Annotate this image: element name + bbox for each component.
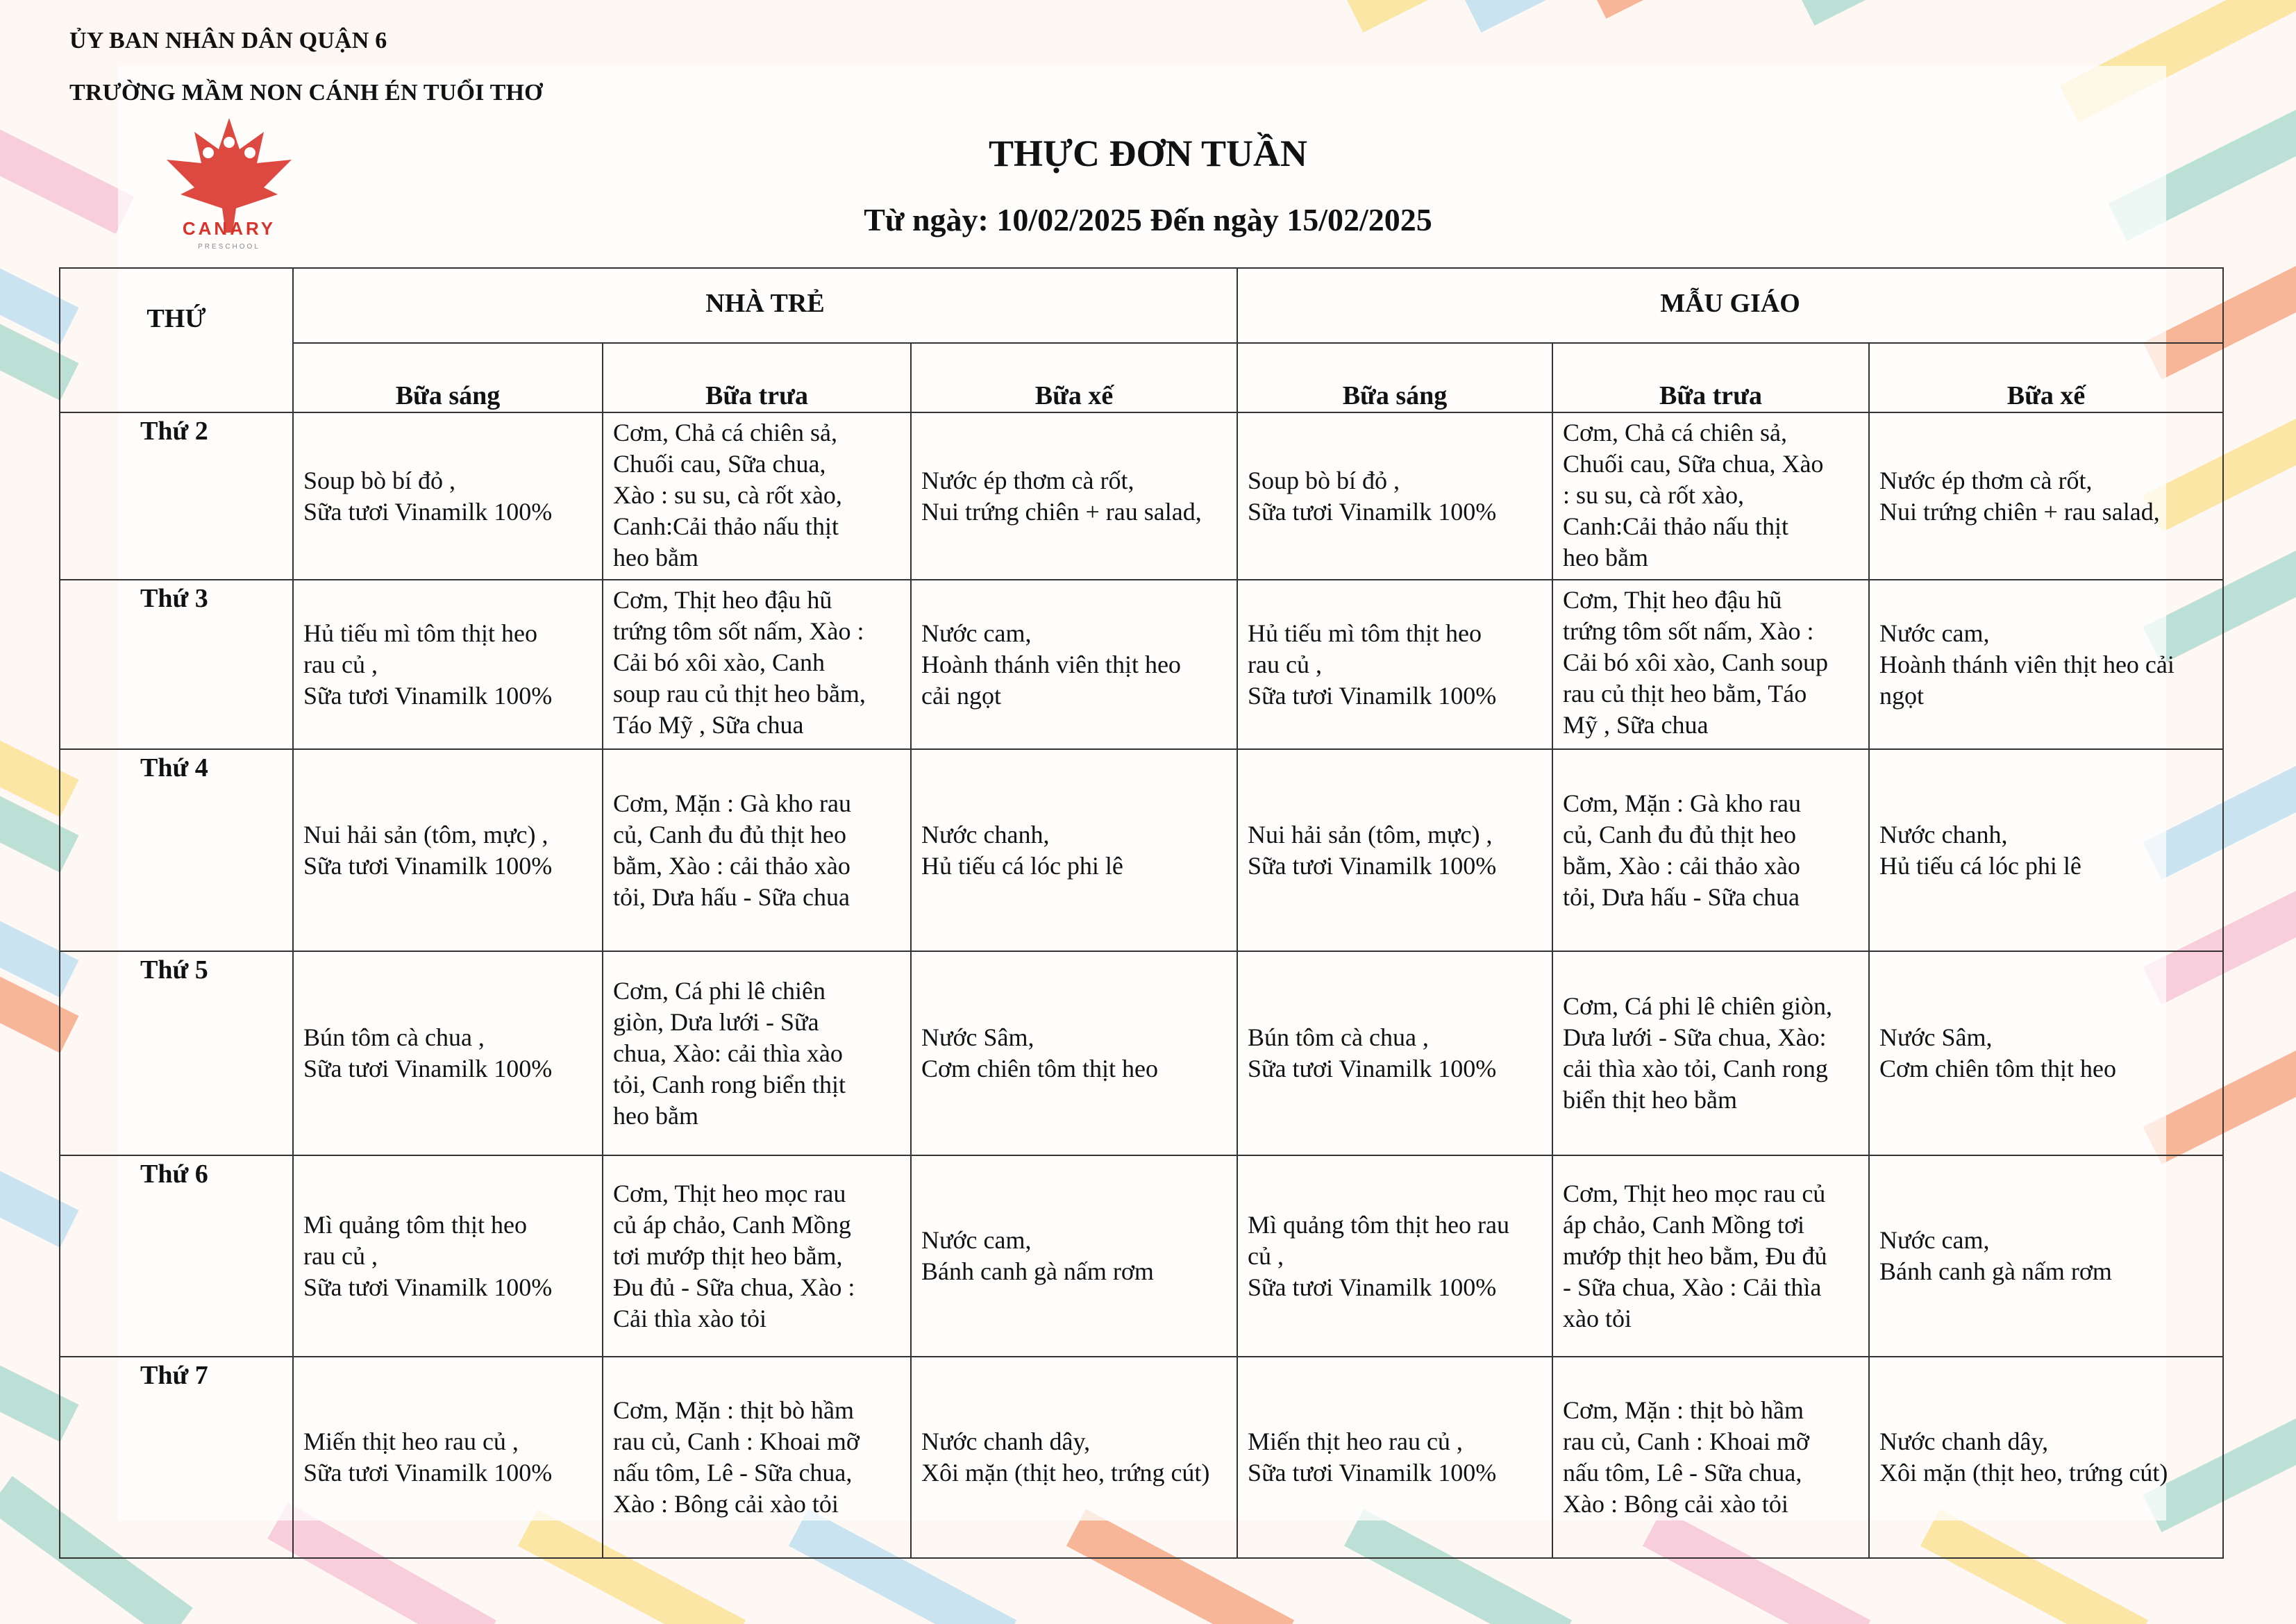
mau-giao-header: MẪU GIÁO [1237,268,2223,343]
menu-cell: Bún tôm cà chua , Sữa tươi Vinamilk 100% [1237,951,1552,1155]
school-name: TRƯỜNG MẦM NON CÁNH ÉN TUỔI THƠ [69,80,543,106]
menu-cell: Cơm, Mặn : Gà kho rau củ, Canh đu đủ thịt heo bằm, Xào : cải thảo xào tỏi, Dưa hấu - Sữa chua [603,749,911,951]
menu-cell: Mì quảng tôm thịt heo rau củ , Sữa tươi Vinamilk 100% [1237,1155,1552,1357]
table-row [60,951,2223,1155]
menu-cell: Cơm, Cá phi lê chiên giòn, Dưa lưới - Sữa chua, Xào: cải thìa xào tỏi, Canh rong biển thịt heo bằm [1552,951,1869,1155]
menu-cell: Nước ép thơm cà rốt, Nui trứng chiên + rau salad, [1869,412,2223,580]
menu-cell: Miến thịt heo rau củ , Sữa tươi Vinamilk 100% [293,1357,603,1558]
logo-text: CANARY [182,218,276,239]
menu-cell: Soup bò bí đỏ , Sữa tươi Vinamilk 100% [293,412,603,580]
weekly-menu-table [59,267,2224,1559]
menu-cell: Cơm, Mặn : thịt bò hầm rau củ, Canh : Khoai mỡ nấu tôm, Lê - Sữa chua, Xào : Bông cải xào tỏi [603,1357,911,1558]
menu-cell: Nước cam, Bánh canh gà nấm rơm [911,1155,1237,1357]
meal-header: Bữa sáng [1237,343,1552,412]
page-title: THỰC ĐƠN TUẦN [988,133,1308,174]
day-label: Thứ 7 [60,1357,293,1558]
meal-header: Bữa xế [1869,343,2223,412]
meal-header: Bữa trưa [1552,343,1869,412]
menu-cell: Nước Sâm, Cơm chiên tôm thịt heo [911,951,1237,1155]
menu-cell: Miến thịt heo rau củ , Sữa tươi Vinamilk 100% [1237,1357,1552,1558]
date-range: Từ ngày: 10/02/2025 Đến ngày 15/02/2025 [864,202,1432,237]
meal-header: Bữa sáng [293,343,603,412]
day-label: Thứ 4 [60,749,293,951]
menu-cell: Cơm, Chả cá chiên sả, Chuối cau, Sữa chua, Xào : su su, cà rốt xào, Canh:Cải thảo nấu thịt heo bằm [1552,412,1869,580]
table-row [60,1155,2223,1357]
nha-tre-header: NHÀ TRẺ [293,268,1237,343]
menu-cell: Nước chanh dây, Xôi mặn (thịt heo, trứng cút) [1869,1357,2223,1558]
menu-cell: Cơm, Thịt heo đậu hũ trứng tôm sốt nấm, Xào : Cải bó xôi xào, Canh soup rau củ thịt heo bằm, Táo Mỹ , Sữa chua [603,580,911,749]
menu-cell: Nước ép thơm cà rốt, Nui trứng chiên + rau salad, [911,412,1237,580]
org-name: ỦY BAN NHÂN DÂN QUẬN 6 [69,28,387,53]
day-label: Thứ 5 [60,951,293,1155]
menu-cell: Bún tôm cà chua , Sữa tươi Vinamilk 100% [293,951,603,1155]
menu-cell: Cơm, Thịt heo mọc rau củ áp chảo, Canh Mồng tơi mướp thịt heo bằm, Đu đủ - Sữa chua, Xào : Cải thìa xào tỏi [1552,1155,1869,1357]
table-row [60,1357,2223,1558]
day-label: Thứ 2 [60,412,293,580]
menu-cell: Cơm, Mặn : thịt bò hầm rau củ, Canh : Khoai mỡ nấu tôm, Lê - Sữa chua, Xào : Bông cải xào tỏi [1552,1357,1869,1558]
table-row [60,412,2223,580]
menu-cell: Nước chanh, Hủ tiếu cá lóc phi lê [1869,749,2223,951]
menu-cell: Cơm, Thịt heo mọc rau củ áp chảo, Canh Mồng tơi mướp thịt heo bằm, Đu đủ - Sữa chua, Xào : Cải thìa xào tỏi [603,1155,911,1357]
logo-subtext: PRESCHOOL [198,243,260,251]
day-column-header: THỨ [60,268,293,412]
menu-cell: Cơm, Mặn : Gà kho rau củ, Canh đu đủ thịt heo bằm, Xào : cải thảo xào tỏi, Dưa hấu - Sữa chua [1552,749,1869,951]
menu-cell: Nui hải sản (tôm, mực) , Sữa tươi Vinamilk 100% [1237,749,1552,951]
meal-header: Bữa xế [911,343,1237,412]
menu-cell: Hủ tiếu mì tôm thịt heo rau củ , Sữa tươi Vinamilk 100% [1237,580,1552,749]
menu-cell: Soup bò bí đỏ , Sữa tươi Vinamilk 100% [1237,412,1552,580]
menu-cell: Mì quảng tôm thịt heo rau củ , Sữa tươi Vinamilk 100% [293,1155,603,1357]
day-label: Thứ 6 [60,1155,293,1357]
table-row [60,580,2223,749]
menu-cell: Nước chanh, Hủ tiếu cá lóc phi lê [911,749,1237,951]
menu-cell: Cơm, Cá phi lê chiên giòn, Dưa lưới - Sữa chua, Xào: cải thìa xào tỏi, Canh rong biển thịt heo bằm [603,951,911,1155]
day-label: Thứ 3 [60,580,293,749]
menu-cell: Nước cam, Bánh canh gà nấm rơm [1869,1155,2223,1357]
menu-cell: Nước cam, Hoành thánh viên thịt heo cải ngọt [911,580,1237,749]
menu-cell: Nui hải sản (tôm, mực) , Sữa tươi Vinamilk 100% [293,749,603,951]
menu-cell: Nước cam, Hoành thánh viên thịt heo cải ngọt [1869,580,2223,749]
menu-cell: Cơm, Chả cá chiên sả, Chuối cau, Sữa chua, Xào : su su, cà rốt xào, Canh:Cải thảo nấu thịt heo bằm [603,412,911,580]
table-row [60,749,2223,951]
menu-cell: Nước Sâm, Cơm chiên tôm thịt heo [1869,951,2223,1155]
menu-cell: Hủ tiếu mì tôm thịt heo rau củ , Sữa tươi Vinamilk 100% [293,580,603,749]
meal-header: Bữa trưa [603,343,911,412]
menu-cell: Cơm, Thịt heo đậu hũ trứng tôm sốt nấm, Xào : Cải bó xôi xào, Canh soup rau củ thịt heo bằm, Táo Mỹ , Sữa chua [1552,580,1869,749]
menu-cell: Nước chanh dây, Xôi mặn (thịt heo, trứng cút) [911,1357,1237,1558]
